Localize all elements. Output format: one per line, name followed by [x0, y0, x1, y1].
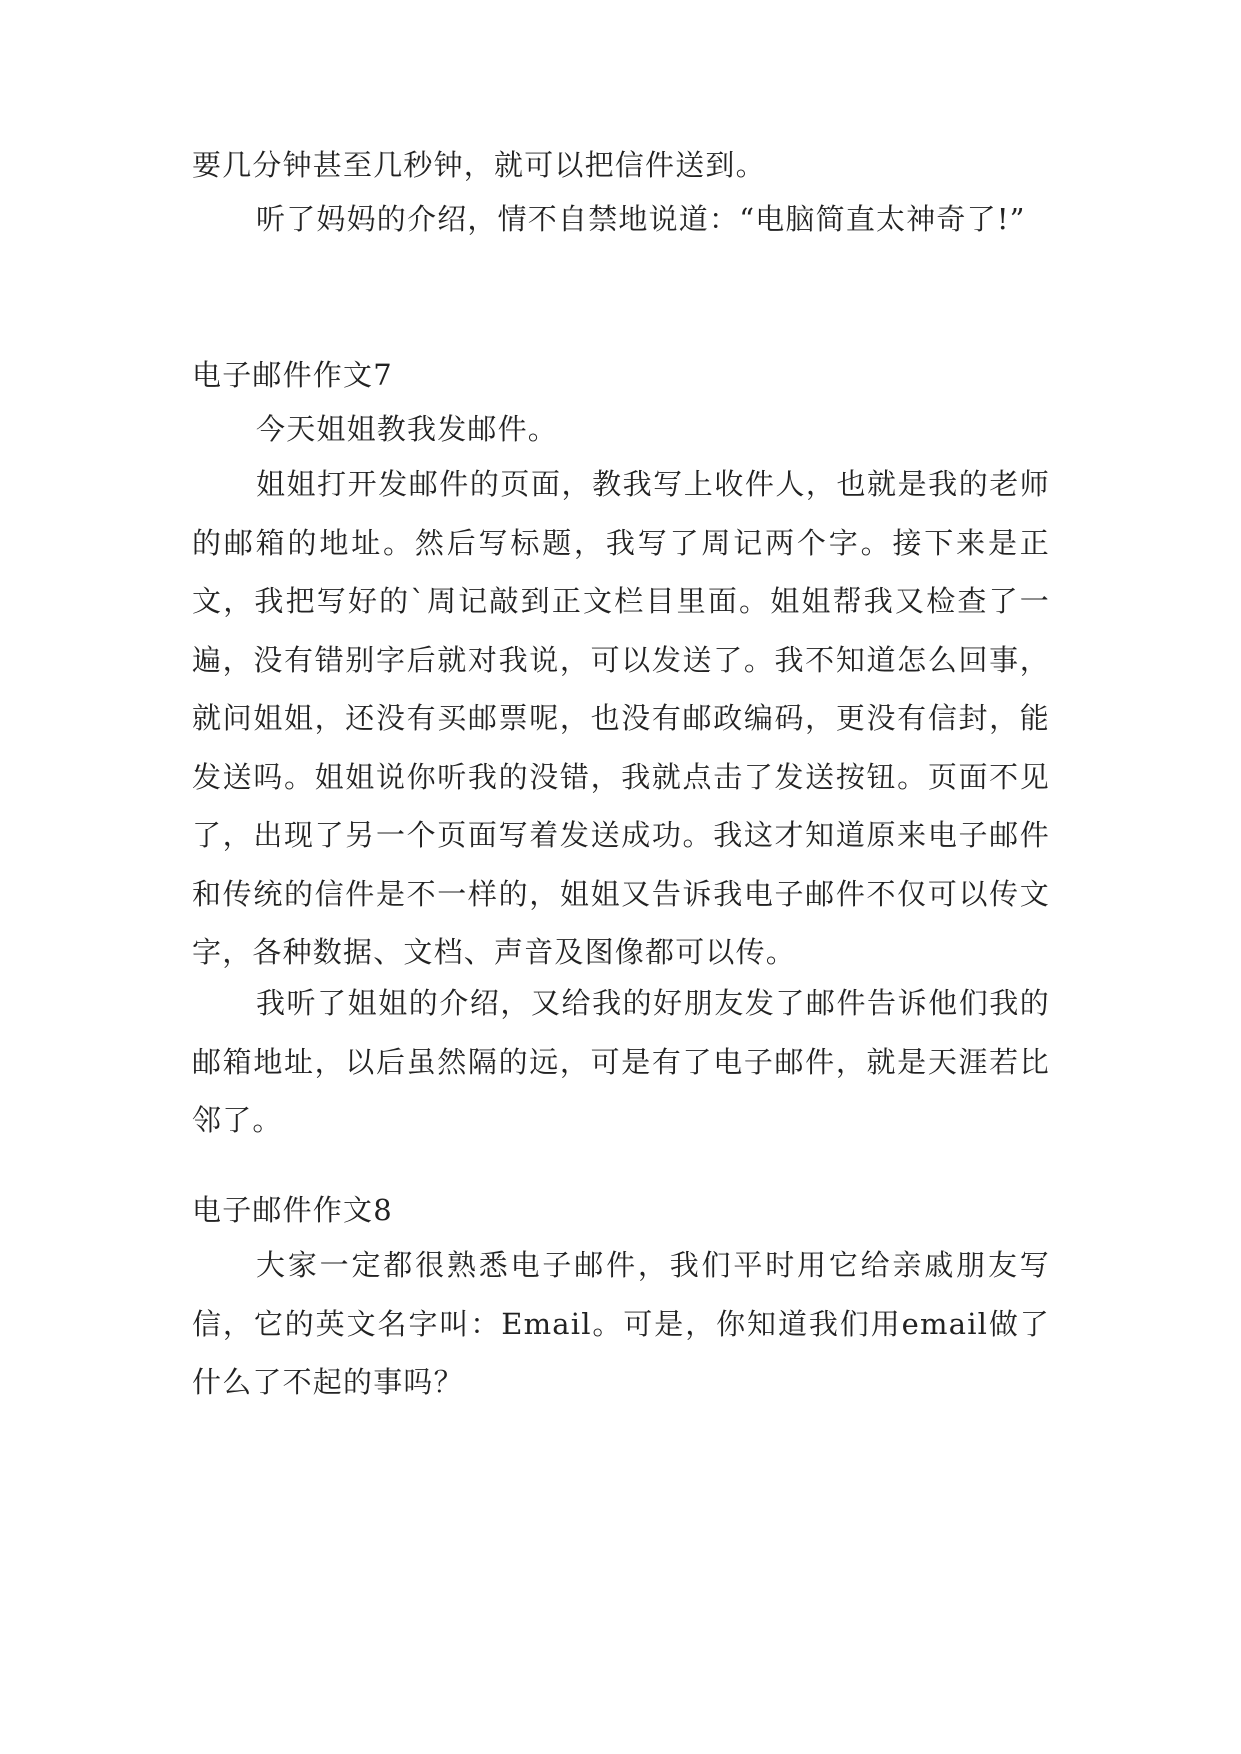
paragraph-continuation: 要几分钟甚至几秒钟，就可以把信件送到。 — [192, 148, 766, 182]
paragraph-s7-2: 姐姐打开发邮件的页面，教我写上收件人，也就是我的老师的邮箱的地址。然后写标题，我写了周记两个字。接下来是正文，我把写好的`周记敲到正文栏目里面。姐姐帮我又检查了一遍，没有错别字后就对我说，可以发送了。我不知道怎么回事，就问姐姐，还没有买邮票呢，也没有邮政编码，更没有信封，能发送吗。姐姐说你听我的没错，我就点击了发送按钮。页面不见了，出现了另一个页面写着发送成功。我这才知道原来电子邮件和传统的信件是不一样的，姐姐又告诉我电子邮件不仅可以传文字，各种数据、文档、声音及图像都可以传。 — [192, 467, 1050, 969]
section-heading-8: 电子邮件作文8 — [192, 1193, 393, 1227]
paragraph-s8-1: 大家一定都很熟悉电子邮件，我们平时用它给亲戚朋友写信，它的英文名字叫：Email。可是，你知道我们用email做了什么了不起的事吗？ — [192, 1248, 1050, 1399]
paragraph-mom-exclaim: 听了妈妈的介绍，情不自禁地说道：“电脑简直太神奇了!” — [256, 202, 1026, 236]
paragraph-s7-1: 今天姐姐教我发邮件。 — [256, 412, 559, 446]
section-heading-7: 电子邮件作文7 — [192, 358, 393, 392]
paragraph-s7-3: 我听了姐姐的介绍，又给我的好朋友发了邮件告诉他们我的邮箱地址，以后虽然隔的远，可是有了电子邮件，就是天涯若比邻了。 — [192, 986, 1050, 1137]
